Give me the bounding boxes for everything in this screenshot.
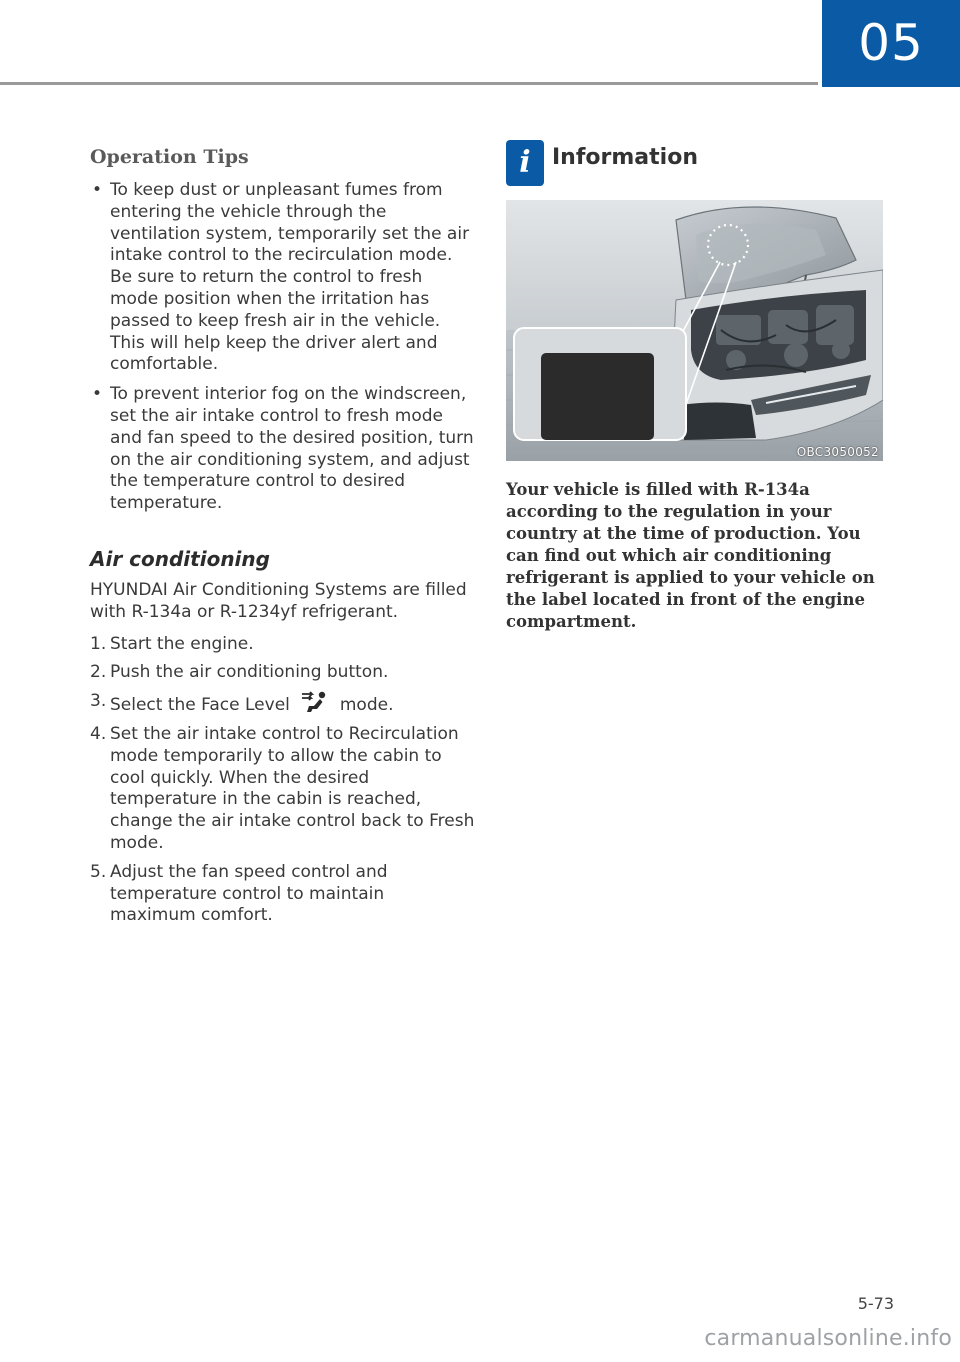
step-number: 1. <box>90 633 107 654</box>
list-item <box>90 862 475 927</box>
air-conditioning-intro: HYUNDAI Air Conditioning Systems are filled with R-134a or R-1234yf refrigerant. <box>90 579 467 622</box>
tip-text: To keep dust or unpleasant fumes from entering the vehicle through the ventilation system, temporarily set the air intake control to the recirculation mode. Be sure to return the control to fresh mode position when the irritation has passed to keep fresh air in the vehicle. This will help keep the driver alert and comfortable. <box>110 180 470 375</box>
air-conditioning-heading: Air conditioning <box>90 546 270 571</box>
information-title: Information <box>552 144 698 170</box>
step-text: Select the Face Level <box>110 695 290 716</box>
list-item <box>90 662 475 684</box>
operation-tips-heading: Operation Tips <box>90 146 249 168</box>
information-text: Your vehicle is filled with R-134a according to the regulation in your country at the time of production. You can find out which air conditioning refrigerant is applied to your vehicle on the label located in front of the engine compartment. <box>506 480 875 631</box>
chapter-tab: 05 <box>822 0 960 87</box>
bullet-icon: • <box>92 180 103 200</box>
information-header <box>506 140 884 186</box>
info-icon: i <box>506 140 544 186</box>
list-item <box>90 180 475 376</box>
step-number: 2. <box>90 662 107 683</box>
left-column <box>90 140 475 934</box>
step-text: Adjust the fan speed control and temperature control to maintain maximum comfort. <box>110 861 388 926</box>
header-rule <box>0 82 818 85</box>
operation-tips-list <box>90 180 475 515</box>
engine-label-figure <box>506 200 883 461</box>
step-number: 4. <box>90 723 107 744</box>
step-text: Push the air conditioning button. <box>110 662 389 683</box>
step-text: Start the engine. <box>110 633 254 654</box>
bullet-icon: • <box>92 384 103 405</box>
step-text: Set the air intake control to Recirculation mode temporarily to allow the cabin to cool quickly. When the desired temperature in the cabin is reached, change the air intake control back to Fresh mode. <box>110 723 475 853</box>
watermark-text: carmanualsonline.info <box>704 1326 952 1351</box>
figure-code: OBC3050052 <box>796 445 879 459</box>
engine-compartment-illustration <box>506 200 883 461</box>
list-item <box>90 691 475 717</box>
page-number: 5-73 <box>857 1294 894 1313</box>
face-level-icon <box>300 691 330 713</box>
step-number: 3. <box>90 691 107 712</box>
list-item <box>90 634 475 656</box>
list-item <box>90 724 475 855</box>
right-column <box>506 140 884 633</box>
step-text: mode. <box>339 695 394 716</box>
step-number: 5. <box>90 861 107 882</box>
list-item <box>90 384 475 515</box>
air-conditioning-steps <box>90 634 475 928</box>
tip-text: To prevent interior fog on the windscreen, set the air intake control to fresh mode and fan speed to the desired position, turn on the air conditioning system, and adjust the temperature control to desired temperature. <box>110 384 474 514</box>
